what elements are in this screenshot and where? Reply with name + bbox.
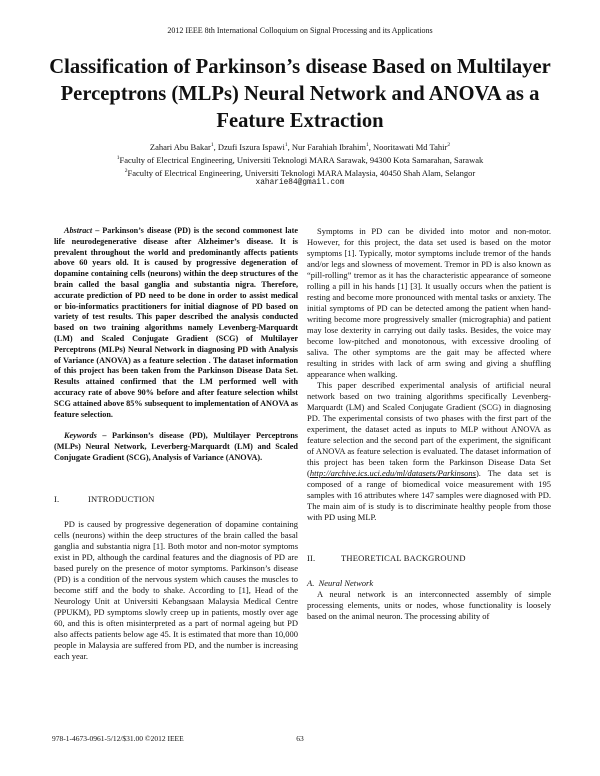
subsection-heading-neural-network: A. Neural Network: [307, 578, 374, 588]
author-block: [0, 140, 600, 189]
author-name: Nur Farahiah Ibrahim: [291, 141, 366, 152]
abstract: [54, 226, 298, 420]
right-column: [307, 226, 551, 622]
body-paragraph: A neural network is an interconnected assembly of simple processing elements, units or nodes, whose functionality is loosely based on the animal neuron. The processing ability of: [307, 589, 551, 621]
footer-isbn: 978-1-4673-0961-5/12/$31.00 ©2012 IEEE: [52, 734, 184, 743]
conference-header: 2012 IEEE 8th International Colloquium on Signal Processing and its Applications: [167, 26, 433, 35]
section-heading-theoretical-background: II. THEORETICAL BACKGROUND: [307, 553, 466, 563]
author-affiliation-mark: 1: [365, 142, 369, 148]
body-paragraph: PD is caused by progressive degeneration of dopamine containing cells (neurons) within the deep structures of the brain called the basal ganglia and substantia nigra [1]. Both motor and non-motor symptoms exist in PD, although the cardinal features and the diagnosis of PD are based purely on the presence of motor symptoms. Parkinson’s disease (PD) is a condition of the nervous system which causes the muscles to become stiff and the body to shake. According to [1], Head of the Neurology Unit at Universiti Kebangsaan Malaysia Medical Centre (PPUKM), PD symptoms slowly creep up in patients, mostly over age 60, and this is often misinterpreted as a part of normal ageing but PD also affects patients below age 45. It is estimated that more than 10,000 people in Malaysia are suffered from PD, and the number is increasing each year.: [54, 518, 298, 661]
paper-title: Classification of Parkinson’s disease Based on Multilayer Perceptrons (MLPs) Neural Network and ANOVA as a Feature Extraction: [49, 56, 551, 132]
author-names: Zahari Abu Bakar$^1$, Dzufi Iszura Ispawi$^1$, Nur Farahiah Ibrahim$^1$, Nooritawati Md Tahir$^2$: [149, 141, 451, 152]
dataset-link[interactable]: http://archive.ics.uci.edu/ml/datasets/Parkinsons: [309, 468, 476, 478]
left-column: [54, 226, 298, 662]
page-number: 63: [296, 734, 304, 743]
author-email[interactable]: xaharie84@gmail.com: [255, 179, 345, 188]
affiliation: $^2$Faculty of Electrical Engineering, Universiti Teknologi MARA Malaysia, 40450 Shah Alam, Selangor: [124, 167, 476, 178]
body-paragraph: Symptoms in PD can be divided into motor and non-motor. However, for this project, the data set used is based on the motor symptoms [1]. Typically, motor symptoms include tremor of the hands and/or legs and slowness of movement. Tremor in PD is also known as “pill-rolling” tremor as it has the characteristic appearance of someone rolling a pill in his hands [1] [3]. It usually occurs when the patient is resting and become more pronounced with mental tasks or anxiety. The initial symptoms of PD can be detected among the patient when hand-writing become more progressively smaller (micrographia) and patient may lose dexterity in carrying out daily tasks. Besides, the voice may become low-pitched and monotonous, with excessive drooling of saliva. The other symptoms are the gait may be affected where resulting in strides with lack of arm swing and giving a shuffling appearance when walking.: [307, 226, 551, 379]
author-name: Dzufi Iszura Ispawi: [217, 141, 285, 152]
author-name: Zahari Abu Bakar: [149, 141, 211, 152]
author-affiliation-mark: 1: [284, 142, 288, 148]
keywords-text: – Parkinson’s disease (PD), Multilayer Perceptrons (MLPs) Neural Network, Leverberg-Marquardt (LM) and Scaled Conjugate Gradient (SCG), Analysis of Variance (ANOVA).: [54, 431, 298, 462]
abstract-text: – Parkinson’s disease (PD) is the second commonest late life neurodegenerative disease after Alzheimer’s disease. It is prevalent throughout the world and predominantly affects patients above 60 years old. It is caused by progressive degeneration of dopamine containing cells (neurons) within the deep structures of the brain called the basal ganglia and substantia nigra. Therefore, accurate prediction of PD need to be done in order to assist medical or bio-informatics practitioners for initial diagnose of PD based on variety of test results. This paper described the analysis conducted based on two training algorithms namely Levenberg-Marquardt (LM) and Scaled Conjugate Gradient (SCG) of Multilayer Perceptrons (MLPs) Neural Network in diagnosing PD with Analysis of Variance (ANOVA) as a feature selection . The dataset information of this project has been taken from the Parkinson Disease Data Set. Results attained confirmed that the LM performed well with accuracy rate of above 90% before and after feature selection whilst SCG attained above 85% subsequent to implementation of ANOVA as feature selection.: [54, 226, 298, 419]
keywords: [54, 431, 298, 463]
author-name: Nooritawati Md Tahir: [372, 141, 448, 152]
keywords-label: Keywords: [64, 431, 97, 441]
author-affiliation-mark: 2: [447, 142, 451, 148]
affiliation: $^1$Faculty of Electrical Engineering, Universiti Teknologi MARA Sarawak, 94300 Kota Samarahan, Sarawak: [116, 154, 484, 165]
author-affiliation-mark: 1: [210, 142, 214, 148]
abstract-label: Abstract: [64, 226, 93, 235]
body-paragraph: This paper described experimental analysis of artificial neural network based on two training algorithms specifically Levenberg-Marquardt (LM) and Scaled Conjugate Gradient (SCG) in diagnosing PD. The experimental consists of two phases with the first part of the experiment, the dataset acted as inputs to MLP without ANOVA as feature selection and the second part of the experiment, the significant of ANOVA as feature selection is evaluated. The dataset information of this project has been taken form the Parkinson Disease Data Set (http://archive.ics.uci.edu/ml/datasets/Parkinsons). The data set is composed of a range of biomedical voice measurement with 195 samples with 16 attributes where 147 samples were diagnosed with PD. The main aim of is study is to discriminate healthy people from those with PD using MLP.: [307, 380, 551, 522]
section-heading-introduction: I. INTRODUCTION: [54, 493, 155, 504]
